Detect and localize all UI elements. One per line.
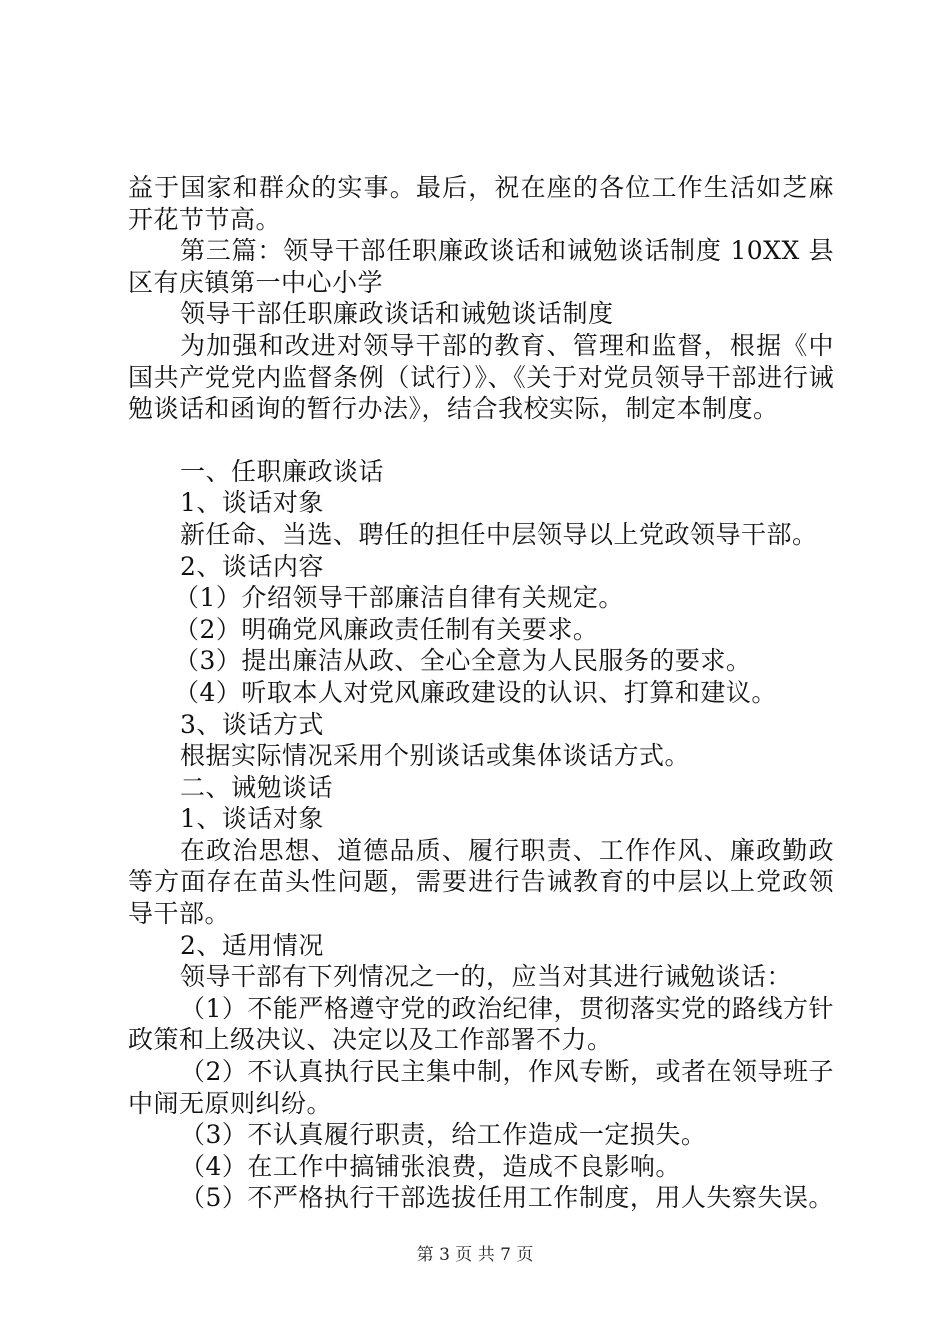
paragraph-intro: 为加强和改进对领导干部的教育、管理和监督，根据《中国共产党党内监督条例（试行）》、《关于对党员领导干部进行诫勉谈话和函询的暂行办法》，结合我校实际，制定本制度。 xyxy=(128,330,834,424)
paragraph-sec1-1: 1、谈话对象 xyxy=(180,488,324,518)
paragraph-sec1-2-c: （3）提出廉洁从政、全心全意为人民服务的要求。 xyxy=(174,646,752,676)
paragraph-sec1-2-d: （4）听取本人对党风廉政建设的认识、打算和建议。 xyxy=(174,677,777,707)
paragraph-part-title: 第三篇：领导干部任职廉政谈话和诫勉谈话制度 10XX 县区有庆镇第一中心小学 xyxy=(128,236,834,297)
paragraph-sec1-1-body: 新任命、当选、聘任的担任中层领导以上党政领导干部。 xyxy=(180,519,818,549)
paragraph-sec2-2-a: （1）不能严格遵守党的政治纪律，贯彻落实党的路线方针政策和上级决议、决定以及工作部署不力。 xyxy=(128,993,834,1055)
paragraph-sec2-2-body: 领导干部有下列情况之一的，应当对其进行诫勉谈话： xyxy=(180,962,793,992)
paragraph-sec1-2-a: （1）介绍领导干部廉洁自律有关规定。 xyxy=(174,583,624,613)
paragraph-sec2-2-d: （4）在工作中搞铺张浪费，造成不良影响。 xyxy=(180,1151,681,1181)
paragraph-sec2-1-body: 在政治思想、道德品质、履行职责、工作作风、廉政勤政等方面存在苗头性问题，需要进行告诫教育的中层以上党政领导干部。 xyxy=(128,835,834,929)
paragraph-sec1-3: 3、谈话方式 xyxy=(180,709,324,739)
paragraph-sec1-3-body: 根据实际情况采用个别谈话或集体谈话方式。 xyxy=(180,741,691,771)
page-footer: 第 3 页 共 7 页 xyxy=(416,1245,534,1265)
paragraph-sec2-2-b: （2）不认真执行民主集中制，作风专断，或者在领导班子中闹无原则纠纷。 xyxy=(128,1057,834,1118)
paragraph-sec2-1: 1、谈话对象 xyxy=(180,804,324,834)
paragraph-sec2-2: 2、适用情况 xyxy=(180,930,324,960)
paragraph-doc-title: 领导干部任职廉政谈话和诫勉谈话制度 xyxy=(180,299,614,329)
paragraph-sec1-2: 2、谈话内容 xyxy=(180,551,324,581)
blank-line xyxy=(128,425,834,456)
paragraph-sec1: 一、任职廉政谈话 xyxy=(180,456,385,486)
paragraph-sec2-2-e: （5）不严格执行干部选拔任用工作制度，用人失察失误。 xyxy=(180,1183,834,1213)
paragraph-sec2: 二、诫勉谈话 xyxy=(180,772,334,802)
paragraph-sec2-2-c: （3）不认真履行职责，给工作造成一定损失。 xyxy=(180,1120,707,1150)
document-body xyxy=(128,172,834,1214)
paragraph-continued: 益于国家和群众的实事。最后，祝在座的各位工作生活如芝麻开花节节高。 xyxy=(128,173,834,234)
paragraph-sec1-2-b: （2）明确党风廉政责任制有关要求。 xyxy=(174,614,599,644)
